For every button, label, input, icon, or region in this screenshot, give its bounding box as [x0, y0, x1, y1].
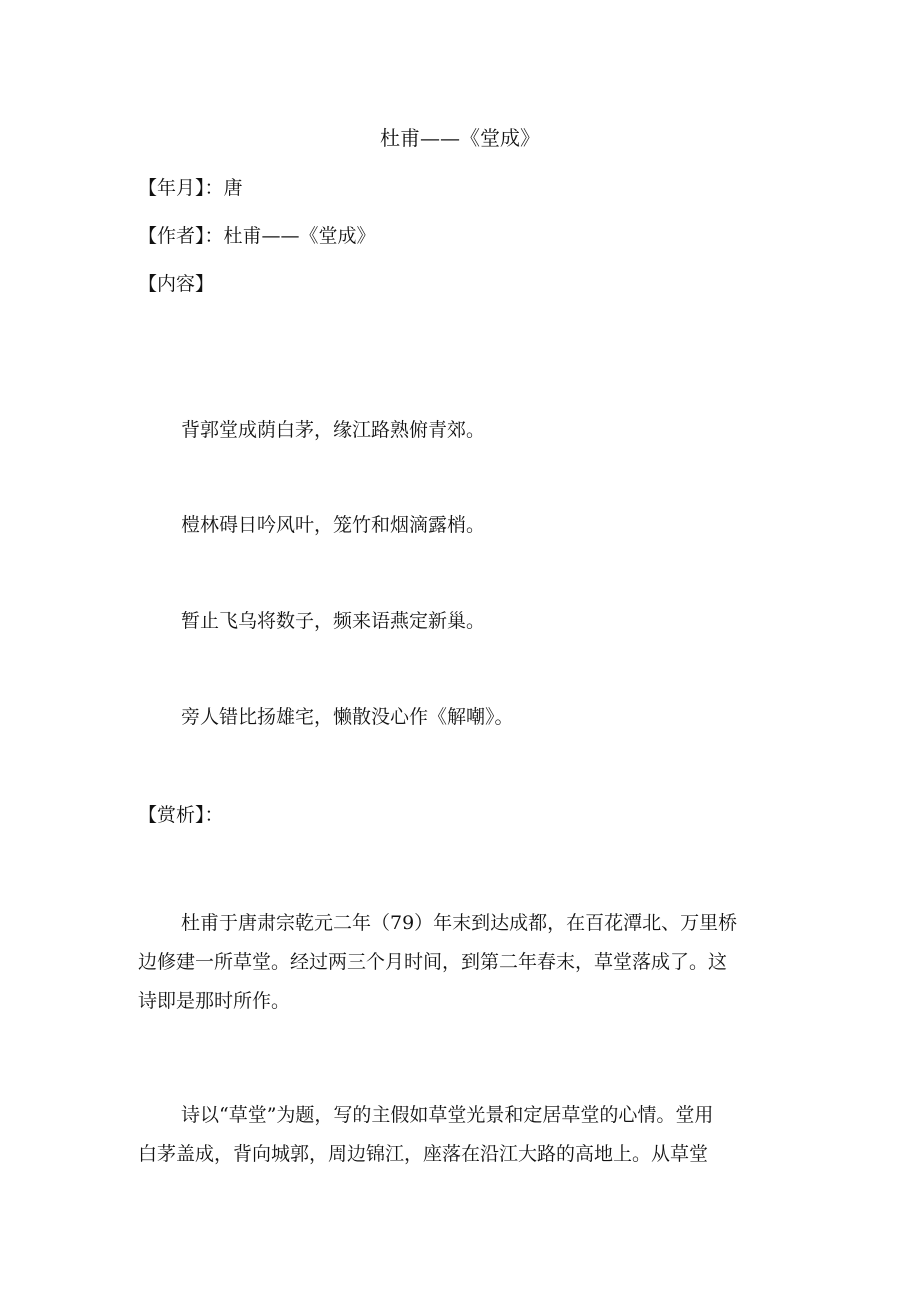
poem-line: 旁人错比扬雄宅，懒散没心作《解嘲》。 [181, 706, 514, 728]
paragraph-line: 诗以“草堂”为题，写的主假如草堂光景和定居草堂的心情。堂用 [181, 1104, 714, 1126]
poem-line: 背郭堂成荫白茅，缘江路熟俯青郊。 [181, 419, 486, 441]
paragraph-line: 杜甫于唐肃宗乾元二年（79）年末到达成都，在百花潭北、万里桥 [181, 912, 738, 934]
paragraph-line: 白茅盖成，背向城郭，周边锦江，座落在沿江大路的高地上。从草堂 [138, 1143, 709, 1165]
era-line: 【年月】：唐 [138, 177, 243, 199]
analysis-heading: 【赏析】： [138, 804, 224, 826]
analysis-paragraph-2 [138, 1096, 778, 1174]
analysis-paragraph-1 [138, 904, 778, 1021]
paragraph-line: 边修建一所草堂。经过两三个月时间，到第二年春末，草堂落成了。这 [138, 951, 728, 973]
content-heading: 【内容】 [138, 273, 215, 295]
author-line: 【作者】：杜甫——《堂成》 [138, 225, 376, 247]
poem-line: 榿林碍日吟风叶，笼竹和烟滴露梢。 [181, 514, 486, 536]
poem-line: 暂止飞乌将数子，频来语燕定新巢。 [181, 610, 486, 632]
paragraph-line: 诗即是那时所作。 [138, 990, 291, 1012]
page-title: 杜甫——《堂成》 [380, 126, 540, 150]
